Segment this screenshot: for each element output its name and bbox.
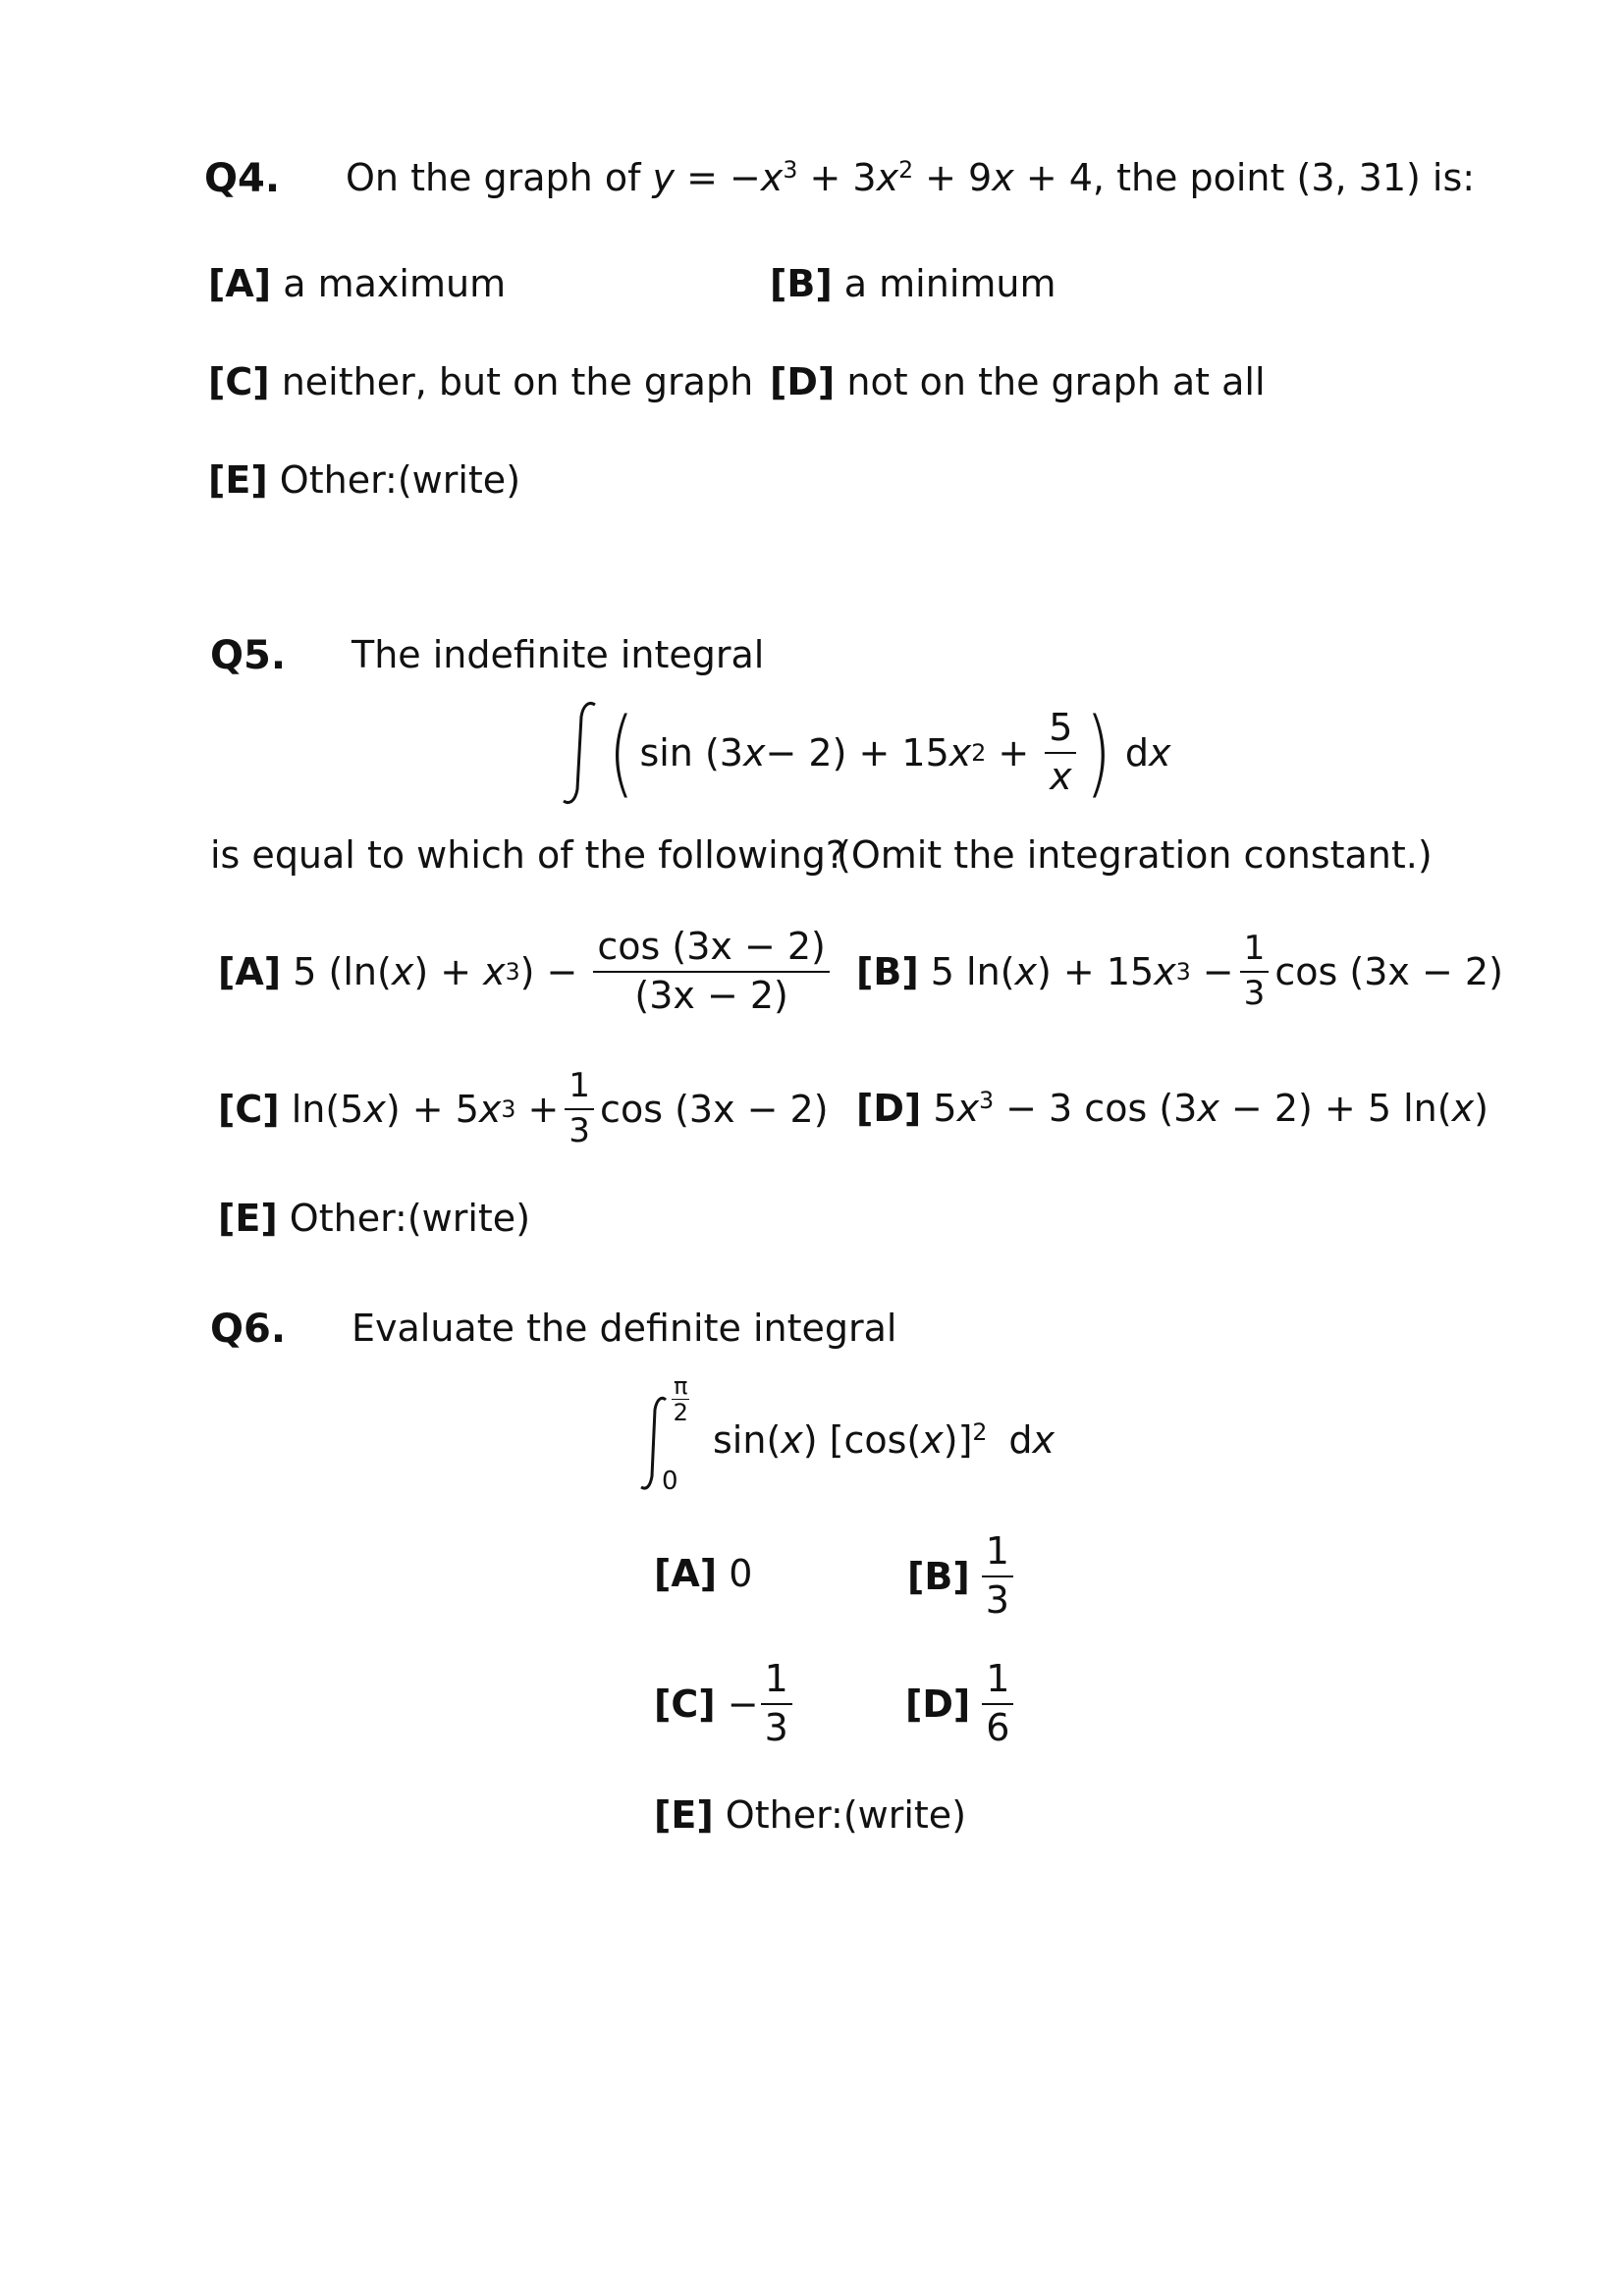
- q6-integrand-c: )]: [943, 1418, 973, 1462]
- q5-option-a-mid: ) +: [413, 950, 484, 993]
- q5-option-c-mid: ) + 5: [385, 1088, 479, 1131]
- q5-option-a-x: x: [391, 950, 414, 993]
- q6-option-b-num: 1: [982, 1532, 1013, 1577]
- q6-option-c-label: [C]: [654, 1682, 716, 1726]
- q5-option-b-x2: x: [1154, 950, 1176, 993]
- q6-option-d[interactable]: [905, 1653, 1017, 1755]
- q6-integrand-exp: 2: [972, 1418, 988, 1447]
- q6-option-a-label: [A]: [654, 1552, 718, 1595]
- q5-option-c-label: [C]: [218, 1088, 280, 1131]
- q5-option-d-pre: 5: [933, 1087, 957, 1130]
- q6-option-b-fraction: [982, 1529, 1013, 1622]
- q4-option-c-text: neither, but on the graph: [281, 360, 754, 403]
- q4-option-a-label: [A]: [208, 262, 272, 305]
- q5-integrand-part2: − 2) + 15: [765, 731, 949, 774]
- q5-option-d-label: [D]: [856, 1087, 922, 1130]
- q4-prompt-end: + 4, the point (3, 31) is:: [1013, 156, 1476, 199]
- q6-option-c-den: 3: [764, 1706, 788, 1749]
- q5-integrand-plus: +: [986, 731, 1042, 774]
- q6-integrand-b: ) [cos(: [802, 1418, 922, 1462]
- q5-option-a-x2: x: [483, 950, 506, 993]
- q6-option-d-label: [D]: [905, 1682, 971, 1726]
- q5-integrand-x2: x: [948, 731, 972, 774]
- q4-var-x3: x: [992, 156, 1014, 199]
- q5-option-b-num: 1: [1240, 932, 1270, 973]
- q5-integrand-frac-num: 5: [1045, 709, 1076, 754]
- q5-option-a-fraction: [593, 925, 830, 1017]
- q4-var-y: y: [652, 156, 676, 199]
- q5-number: Q5.: [210, 633, 287, 678]
- q4-number: Q4.: [204, 156, 281, 201]
- q6-option-a-value: 0: [729, 1552, 753, 1595]
- q6-integrand-x1: x: [781, 1418, 803, 1462]
- q4-var-x: x: [760, 156, 784, 199]
- q4-option-b-text: a minimum: [843, 262, 1056, 305]
- q6-option-d-num: 1: [982, 1660, 1013, 1705]
- q4-prompt-text: On the graph of: [346, 156, 653, 199]
- q6-upper-den: 2: [673, 1399, 688, 1426]
- q4-option-b[interactable]: [770, 262, 1056, 305]
- q5-option-d-post3: ): [1474, 1087, 1489, 1130]
- q6-option-c-fraction: [761, 1657, 792, 1749]
- q6-integrand-a: sin(: [713, 1418, 782, 1462]
- q4-option-d[interactable]: [770, 360, 1266, 403]
- q6-option-d-den: 6: [986, 1706, 1010, 1749]
- q5-option-a-num: cos (3x − 2): [593, 928, 830, 973]
- q4-option-e-label: [E]: [208, 458, 268, 502]
- q4-term-9: + 9: [913, 156, 993, 199]
- q5-prompt: The indefinite integral: [352, 633, 765, 676]
- q4-var-x2: x: [876, 156, 899, 199]
- q6-option-e-label: [E]: [654, 1793, 714, 1837]
- q5-integrand-fraction: [1045, 706, 1076, 798]
- q4-option-a[interactable]: [208, 262, 507, 305]
- q6-integral-display: [638, 1372, 1056, 1502]
- q5-integrand-part1: sin (3: [639, 731, 743, 774]
- q5-option-d-exp: 3: [979, 1087, 995, 1115]
- q4-option-c-label: [C]: [208, 360, 270, 403]
- q4-option-d-text: not on the graph at all: [846, 360, 1266, 403]
- q6-dx-d: d: [1008, 1418, 1033, 1462]
- q6-prompt: Evaluate the definite integral: [352, 1307, 897, 1350]
- q6-option-c-num: 1: [761, 1660, 792, 1705]
- q5-option-d-x3: x: [1451, 1087, 1475, 1130]
- q5-dx-d: d: [1124, 731, 1150, 774]
- q5-option-a-post: ) −: [519, 950, 578, 993]
- q6-number: Q6.: [210, 1307, 287, 1352]
- q6-option-a[interactable]: [654, 1552, 753, 1595]
- q5-option-c-num: 1: [565, 1069, 594, 1110]
- q4-term-3: + 3: [797, 156, 877, 199]
- q5-option-b-pre: 5 ln(: [930, 950, 1015, 993]
- q5-option-c-plus: +: [515, 1088, 560, 1131]
- q5-option-c-x: x: [363, 1088, 386, 1131]
- q5-option-a-pre: 5 (ln(: [293, 950, 392, 993]
- q5-option-d-x: x: [956, 1087, 980, 1130]
- q5-note-text: (Omit the integration constant.): [837, 833, 1433, 877]
- q6-integrand: [713, 1418, 1056, 1462]
- q6-dx-x: x: [1032, 1418, 1056, 1462]
- q4-option-c[interactable]: [208, 360, 754, 403]
- q5-follow-text: is equal to which of the following?: [210, 833, 846, 877]
- q5-option-d-post1: − 3 cos (3: [994, 1087, 1198, 1130]
- q6-option-c-sign: −: [727, 1682, 759, 1726]
- q6-option-e[interactable]: [654, 1793, 967, 1837]
- q4-exp3: 3: [783, 156, 798, 185]
- q5-option-b[interactable]: [B] 5 ln( x ) + 15 x 3 − $\frac{1}{3}$ cos (3x − 2): [856, 929, 1503, 1013]
- q6-option-e-text: Other:(write): [725, 1793, 967, 1837]
- q5-option-e-text: Other:(write): [289, 1197, 531, 1240]
- q5-option-b-label: [B]: [856, 950, 919, 993]
- q5-left-paren: (: [608, 698, 634, 808]
- q5-option-a-den: (3x − 2): [634, 974, 788, 1017]
- integral-sign-icon: [560, 699, 603, 807]
- q5-option-b-mid: ) + 15: [1037, 950, 1155, 993]
- q4-option-a-text: a maximum: [283, 262, 507, 305]
- q6-option-b-den: 3: [985, 1578, 1009, 1622]
- q6-option-d-fraction: [982, 1657, 1013, 1749]
- q5-option-d[interactable]: [856, 1087, 1489, 1130]
- q5-option-b-minus: −: [1190, 950, 1234, 993]
- q4-exp2: 2: [898, 156, 914, 185]
- q6-option-b-label: [B]: [907, 1555, 970, 1598]
- q4-prompt: [346, 156, 1476, 199]
- q5-option-c-fraction: [565, 1066, 594, 1150]
- q5-dx-x: x: [1149, 731, 1171, 774]
- q5-option-b-x: x: [1014, 950, 1038, 993]
- q5-option-c[interactable]: [C] ln(5 x ) + 5 x 3 + $\frac{1}{3}$ cos (3x − 2): [218, 1066, 829, 1150]
- q4-option-e-text: Other:(write): [279, 458, 521, 502]
- q5-option-d-post2: − 2) + 5 ln(: [1218, 1087, 1452, 1130]
- q5-option-b-post: cos (3x − 2): [1274, 950, 1503, 993]
- q6-option-b[interactable]: [907, 1525, 1017, 1628]
- q5-integrand-x: x: [742, 731, 766, 774]
- q4-option-e[interactable]: [208, 458, 521, 502]
- q6-integrand-x2: x: [921, 1418, 944, 1462]
- q6-option-c[interactable]: [654, 1653, 796, 1755]
- q4-option-b-label: [B]: [770, 262, 833, 305]
- q6-lower-limit: 0: [662, 1467, 678, 1496]
- q5-option-d-x2: x: [1197, 1087, 1219, 1130]
- q5-integral-display: ( sin (3 x − 2) + 15 x 2 + $\frac{5}{x}$ ) d x: [560, 699, 1171, 807]
- q5-right-paren: ): [1086, 698, 1112, 808]
- q5-option-e-label: [E]: [218, 1197, 278, 1240]
- q5-option-c-x2: x: [478, 1088, 502, 1131]
- q5-option-c-post: cos (3x − 2): [600, 1088, 829, 1131]
- q5-option-b-fraction: [1240, 929, 1270, 1013]
- q4-eq-sign: = −: [675, 156, 761, 199]
- q5-option-b-den: 3: [1243, 974, 1266, 1013]
- q6-upper-limit: [672, 1374, 689, 1424]
- q5-option-a[interactable]: [A] 5 (ln( x ) + x 3 ) − $\frac{\cos (3x - 2)}{(3x - 2)}$: [218, 921, 834, 1023]
- q5-option-c-pre: ln(5: [291, 1088, 364, 1131]
- q5-option-a-label: [A]: [218, 950, 282, 993]
- q4-option-d-label: [D]: [770, 360, 836, 403]
- q5-option-c-den: 3: [568, 1111, 591, 1150]
- q6-upper-num: π: [674, 1372, 688, 1400]
- q5-integrand-frac-den: x: [1050, 755, 1072, 798]
- q5-option-e[interactable]: [218, 1197, 531, 1240]
